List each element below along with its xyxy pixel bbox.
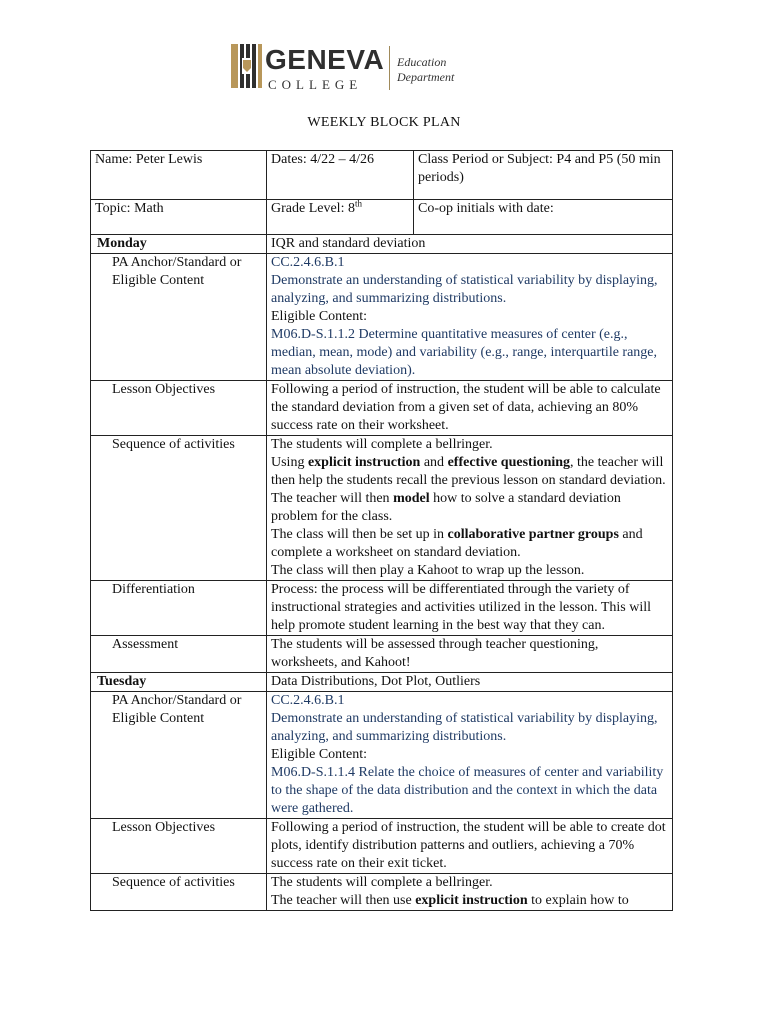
seq-text: The class will then be set up in [271, 527, 448, 542]
logo-wordmark: GENEVA [265, 44, 385, 75]
monday-topic: IQR and standard deviation [267, 235, 673, 254]
sequence-step [271, 454, 668, 490]
seq-strategy: explicit instruction [307, 455, 421, 470]
standard-code: CC.2.4.6.B.1 [271, 255, 345, 270]
tuesday-topic: Data Distributions, Dot Plot, Outliers [267, 673, 673, 692]
seq-text: and complete a worksheet on standard deviation. [271, 527, 643, 560]
seq-strategy: explicit instruction [415, 893, 528, 908]
dept-line-1: Education [397, 55, 447, 69]
monday-assessment-row [91, 636, 673, 673]
header-row-2 [91, 200, 673, 235]
topic-cell: Topic: Math [91, 200, 267, 235]
monday-standard-row [91, 254, 673, 381]
monday-label: Monday [91, 235, 267, 254]
standard-description: Demonstrate an understanding of statistical variability by displaying, analyzing, and summarizing distributions. [271, 273, 658, 306]
eligible-content-label: Eligible Content: [271, 309, 368, 324]
monday-sequence [267, 436, 673, 581]
lesson-objectives-label: Lesson Objectives [91, 381, 267, 436]
pa-anchor-label-1: PA Anchor/Standard or [112, 693, 242, 708]
seq-text: how to solve a standard deviation problem for the class. [271, 491, 621, 524]
sequence-step: The students will complete a bellringer. [271, 875, 493, 890]
logo-subtitle: COLLEGE [268, 77, 363, 92]
coop-cell: Co-op initials with date: [414, 200, 673, 235]
seq-text: and [420, 455, 448, 470]
seq-strategy: collaborative partner groups [447, 527, 619, 542]
logo-divider [389, 46, 390, 90]
monday-objectives-row [91, 381, 673, 436]
sequence-label: Sequence of activities [91, 436, 267, 581]
pa-anchor-label-2: Eligible Content [112, 711, 205, 726]
sequence-step [271, 892, 668, 910]
monday-differentiation-row [91, 581, 673, 636]
monday-assessment: The students will be assessed through teacher questioning, worksheets, and Kahoot! [267, 636, 673, 673]
grade-level-cell [267, 200, 414, 235]
seq-text: The teacher will then use [271, 893, 416, 908]
class-period-cell: Class Period or Subject: P4 and P5 (50 min periods) [414, 151, 673, 200]
seq-text: Using [271, 455, 308, 470]
tuesday-sequence [267, 874, 673, 911]
sequence-step: The students will complete a bellringer. [271, 437, 493, 452]
monday-objectives: Following a period of instruction, the student will be able to calculate the standard deviation from a given set of data, achieving an 80% success rate on their worksheet. [267, 381, 673, 436]
grade-level-text: Grade Level: 8 [271, 201, 355, 216]
tuesday-objectives-row [91, 819, 673, 874]
monday-standard-content [267, 254, 673, 381]
eligible-content-code: M06.D-S.1.1.2 Determine quantitative measures of center (e.g., median, mean, mode) and variability (e.g., range, interquartile range, mean absolute deviation). [271, 327, 658, 378]
eligible-content-code: M06.D-S.1.1.4 Relate the choice of measures of center and variability to the shape of the data distribution and the context in which the data were gathered. [271, 765, 664, 816]
differentiation-label: Differentiation [91, 581, 267, 636]
seq-text: to explain how to [527, 893, 629, 908]
pa-anchor-label [91, 254, 267, 381]
tuesday-sequence-row [91, 874, 673, 911]
dept-line-2: Department [397, 70, 455, 84]
monday-differentiation: Process: the process will be differentiated through the variety of instructional strategies and activities utilized in the lesson. This will help promote student learning in the best way that they can. [267, 581, 673, 636]
tuesday-label: Tuesday [91, 673, 267, 692]
tuesday-day-row [91, 673, 673, 692]
pa-anchor-label-1: PA Anchor/Standard or [112, 255, 242, 270]
sequence-step [271, 526, 668, 562]
dates-cell: Dates: 4/22 – 4/26 [267, 151, 414, 200]
standard-description: Demonstrate an understanding of statistical variability by displaying, analyzing, and summarizing distributions. [271, 711, 658, 744]
weekly-plan-table [90, 150, 673, 911]
monday-day-row [91, 235, 673, 254]
eligible-content-label: Eligible Content: [271, 747, 368, 762]
pa-anchor-label [91, 692, 267, 819]
assessment-label: Assessment [91, 636, 267, 673]
seq-strategy: model [393, 491, 430, 506]
sequence-step: The class will then play a Kahoot to wrap up the lesson. [271, 563, 585, 578]
name-cell: Name: Peter Lewis [91, 151, 267, 200]
logo-department [397, 55, 454, 85]
seq-text: , the teacher will then help the students recall the previous lesson on standard deviation. [271, 455, 666, 488]
grade-level-sup: th [354, 198, 362, 209]
tuesday-standard-content [267, 692, 673, 819]
sequence-step [271, 490, 668, 526]
pa-anchor-label-2: Eligible Content [112, 273, 205, 288]
tuesday-standard-row [91, 692, 673, 819]
standard-code: CC.2.4.6.B.1 [271, 693, 345, 708]
document-title: WEEKLY BLOCK PLAN [307, 115, 461, 130]
tuesday-objectives: Following a period of instruction, the student will be able to create dot plots, identify distribution patterns and outliers, achieving a 70% success rate on their exit ticket. [267, 819, 673, 874]
sequence-label: Sequence of activities [91, 874, 267, 911]
lesson-objectives-label: Lesson Objectives [91, 819, 267, 874]
college-crest-icon [231, 44, 263, 92]
seq-text: The teacher will then [271, 491, 394, 506]
header-row-1 [91, 151, 673, 200]
monday-sequence-row [91, 436, 673, 581]
seq-strategy: effective questioning [447, 455, 571, 470]
